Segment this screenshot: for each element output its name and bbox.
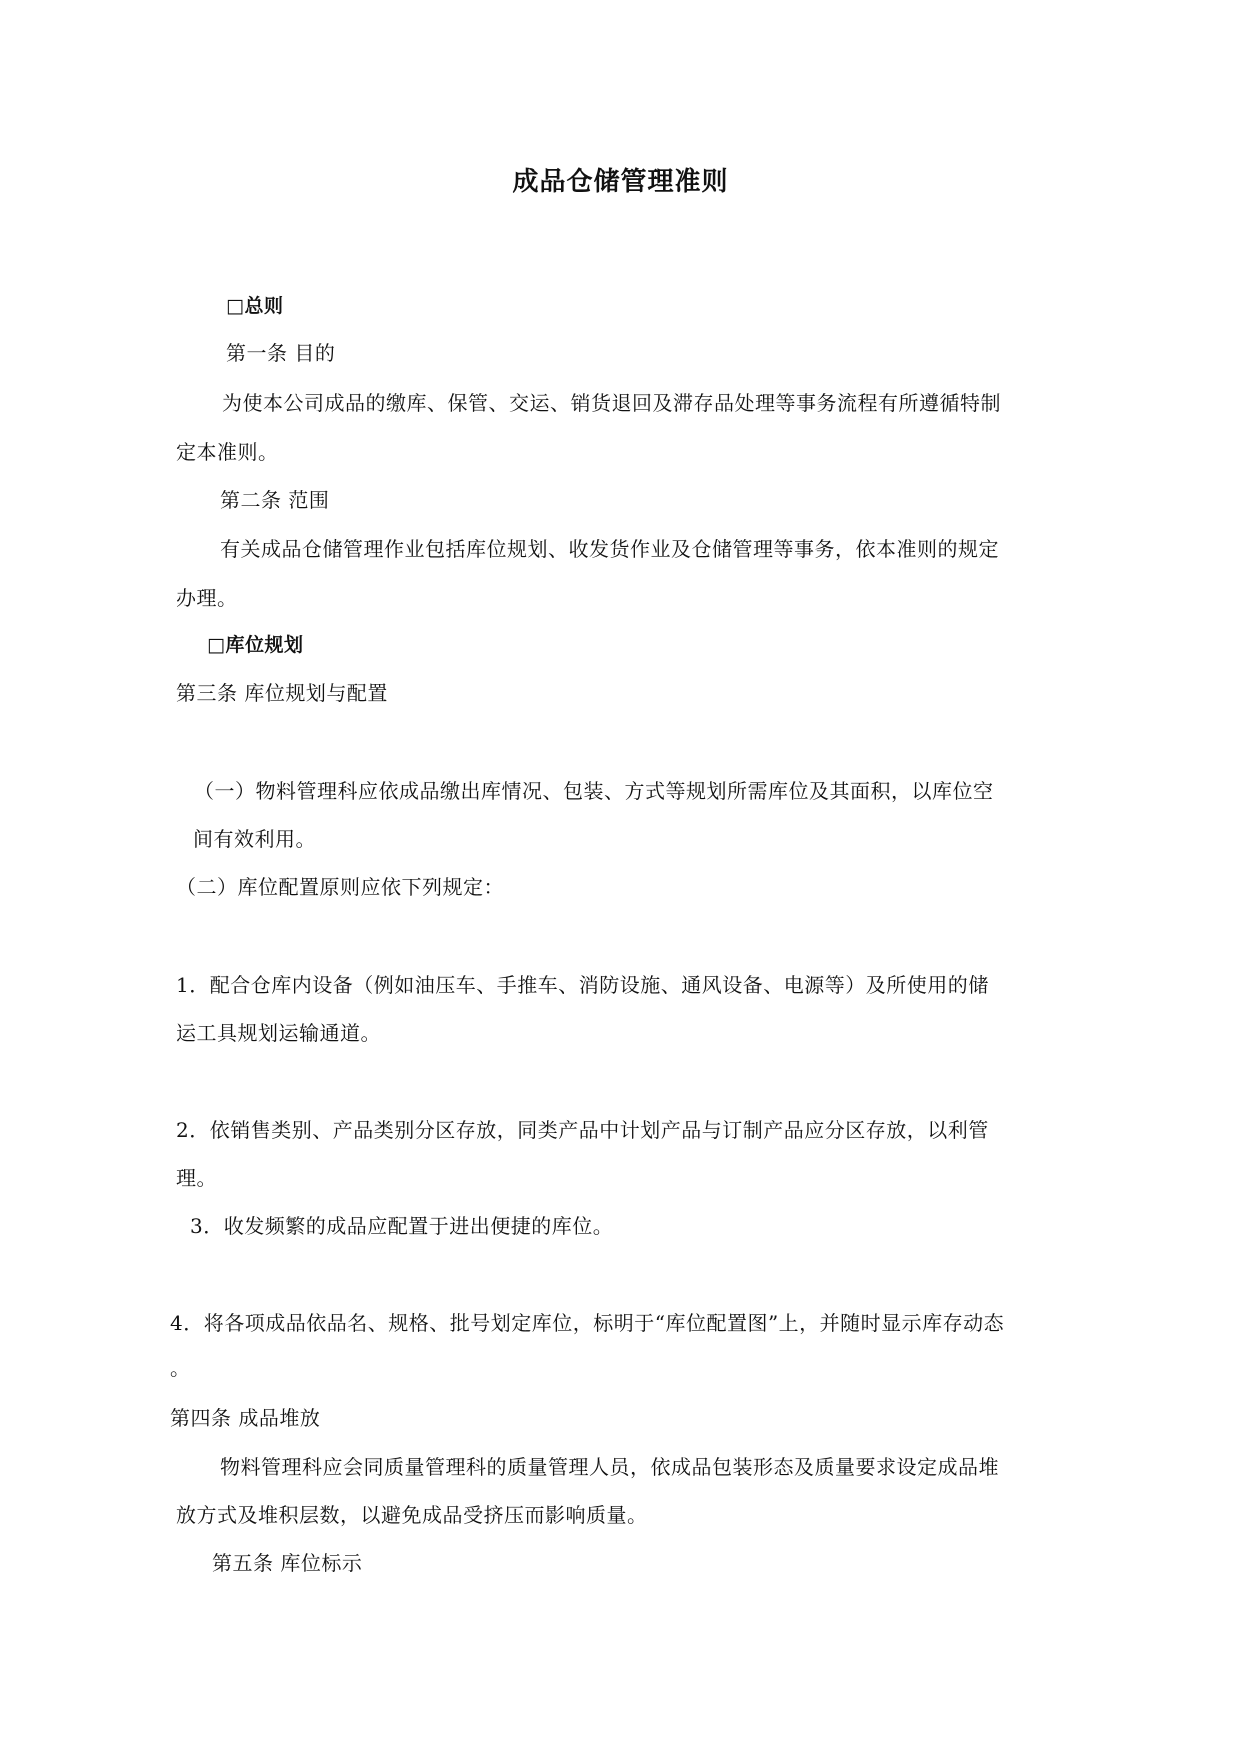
article-3-item-1-line-2: 间有效利用。 — [193, 827, 316, 851]
rule-1-line-2: 运工具规划运输通道。 — [176, 1021, 381, 1045]
article-2-body-line-2: 办理。 — [176, 586, 238, 610]
article-4-heading: 第四条 成品堆放 — [170, 1406, 321, 1430]
rule-4-line-2: 。 — [170, 1356, 191, 1380]
section-heading-general: □总则 — [226, 295, 284, 317]
section-heading-storage-planning: □库位规划 — [207, 634, 304, 656]
article-1-body-line-2: 定本准则。 — [176, 440, 279, 464]
article-2-heading: 第二条 范围 — [220, 488, 330, 512]
article-4-body-line-1: 物料管理科应会同质量管理科的质量管理人员，依成品包装形态及质量要求设定成品堆 — [220, 1455, 999, 1479]
article-2-body-line-1: 有关成品仓储管理作业包括库位规划、收发货作业及仓储管理等事务，依本准则的规定 — [220, 537, 999, 561]
document-title: 成品仓储管理准则 — [512, 167, 729, 197]
article-1-heading: 第一条 目的 — [226, 341, 336, 365]
article-3-heading: 第三条 库位规划与配置 — [176, 681, 388, 705]
rule-2-line-1: 2．依销售类别、产品类别分区存放，同类产品中计划产品与订制产品应分区存放，以利管 — [176, 1118, 989, 1142]
rule-4-line-1: 4．将各项成品依品名、规格、批号划定库位，标明于“库位配置图”上，并随时显示库存动态 — [170, 1311, 1005, 1335]
article-3-item-2: （二）库位配置原则应依下列规定： — [176, 875, 504, 899]
article-5-heading: 第五条 库位标示 — [212, 1551, 363, 1575]
rule-2-line-2: 理。 — [176, 1166, 217, 1190]
rule-3: 3．收发频繁的成品应配置于进出便捷的库位。 — [190, 1214, 614, 1238]
article-4-body-line-2: 放方式及堆积层数，以避免成品受挤压而影响质量。 — [176, 1503, 648, 1527]
article-3-item-1-line-1: （一）物料管理科应依成品缴出库情况、包装、方式等规划所需库位及其面积，以库位空 — [194, 779, 994, 803]
article-1-body-line-1: 为使本公司成品的缴库、保管、交运、销货退回及滞存品处理等事务流程有所遵循特制 — [222, 391, 1001, 415]
rule-1-line-1: 1．配合仓库内设备（例如油压车、手推车、消防设施、通风设备、电源等）及所使用的储 — [176, 973, 989, 997]
